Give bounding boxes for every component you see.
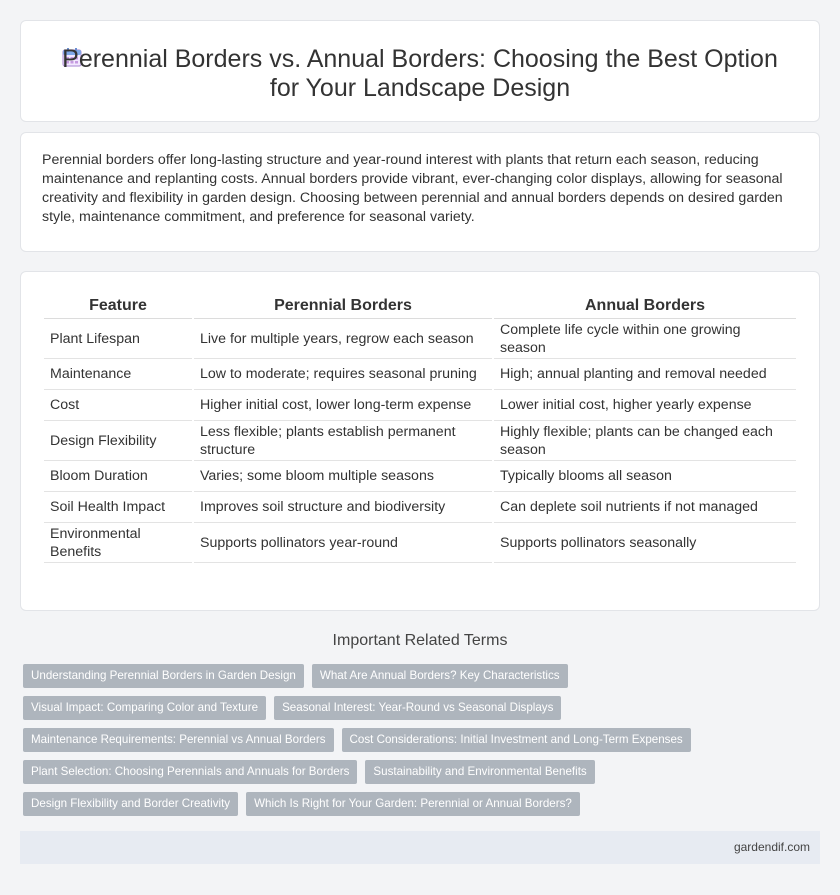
- related-tag[interactable]: Sustainability and Environmental Benefits: [365, 760, 594, 784]
- row-annual: Can deplete soil nutrients if not managed: [494, 492, 796, 523]
- table-row: [44, 390, 796, 421]
- header-feature: Feature: [44, 294, 192, 319]
- page-title-line-1: Perennial Borders vs. Annual Borders: Choosing the Best Option: [62, 45, 778, 73]
- row-feature: Environmental Benefits: [44, 523, 192, 563]
- row-feature: Bloom Duration: [44, 461, 192, 492]
- row-feature: Maintenance: [44, 359, 192, 390]
- related-tag[interactable]: What Are Annual Borders? Key Characteristics: [312, 664, 568, 688]
- tag-row: [23, 760, 813, 784]
- related-terms-tags: [23, 664, 813, 824]
- table-row: [44, 492, 796, 523]
- row-feature: Plant Lifespan: [44, 319, 192, 359]
- related-tag[interactable]: Cost Considerations: Initial Investment and Long-Term Expenses: [342, 728, 691, 752]
- row-feature: Cost: [44, 390, 192, 421]
- row-perennial: Low to moderate; requires seasonal pruning: [194, 359, 492, 390]
- summary-text: Perennial borders offer long-lasting structure and year-round interest with plants that return each season, reducing maintenance and replanting costs. Annual borders provide vibrant, ever-changing color displays, allowing for seasonal creativity and flexibility in garden design. Choosing between perennial and annual borders depends on desired garden style, maintenance commitment, and preference for seasonal variety.: [42, 152, 783, 225]
- row-annual: Highly flexible; plants can be changed each season: [494, 421, 796, 461]
- row-feature: Soil Health Impact: [44, 492, 192, 523]
- related-tag[interactable]: Visual Impact: Comparing Color and Texture: [23, 696, 266, 720]
- row-annual: High; annual planting and removal needed: [494, 359, 796, 390]
- header-perennial: Perennial Borders: [194, 294, 492, 319]
- tag-row: [23, 728, 813, 752]
- table-row: [44, 359, 796, 390]
- row-perennial: Live for multiple years, regrow each season: [194, 319, 492, 359]
- related-tag[interactable]: Which Is Right for Your Garden: Perennial or Annual Borders?: [246, 792, 580, 816]
- footer: [20, 831, 820, 864]
- related-terms-title: Important Related Terms: [332, 632, 508, 649]
- tag-row: [23, 792, 813, 816]
- row-perennial: Higher initial cost, lower long-term expense: [194, 390, 492, 421]
- row-annual: Typically blooms all season: [494, 461, 796, 492]
- related-tag[interactable]: Design Flexibility and Border Creativity: [23, 792, 238, 816]
- row-perennial: Supports pollinators year-round: [194, 523, 492, 563]
- page-title: [21, 45, 819, 103]
- table-header-row: [44, 294, 796, 319]
- row-feature: Design Flexibility: [44, 421, 192, 461]
- table-row: [44, 421, 796, 461]
- row-annual: Lower initial cost, higher yearly expense: [494, 390, 796, 421]
- tag-row: [23, 664, 813, 688]
- row-annual: Supports pollinators seasonally: [494, 523, 796, 563]
- row-annual: Complete life cycle within one growing season: [494, 319, 796, 359]
- tag-row: [23, 696, 813, 720]
- table-row: [44, 523, 796, 563]
- page-title-line-2: for Your Landscape Design: [269, 74, 571, 102]
- row-perennial: Varies; some bloom multiple seasons: [194, 461, 492, 492]
- summary-card: [20, 132, 820, 252]
- related-tag[interactable]: Understanding Perennial Borders in Garden Design: [23, 664, 304, 688]
- comparison-table-card: [20, 271, 820, 611]
- header-card: [20, 20, 820, 122]
- row-perennial: Improves soil structure and biodiversity: [194, 492, 492, 523]
- table-row: [44, 461, 796, 492]
- related-tag[interactable]: Seasonal Interest: Year-Round vs Seasonal Displays: [274, 696, 561, 720]
- row-perennial: Less flexible; plants establish permanent structure: [194, 421, 492, 461]
- footer-site-link[interactable]: gardendif.com: [733, 840, 810, 854]
- table-row: [44, 319, 796, 359]
- related-tag[interactable]: Maintenance Requirements: Perennial vs Annual Borders: [23, 728, 334, 752]
- header-annual: Annual Borders: [494, 294, 796, 319]
- related-tag[interactable]: Plant Selection: Choosing Perennials and Annuals for Borders: [23, 760, 357, 784]
- comparison-table: [42, 294, 798, 563]
